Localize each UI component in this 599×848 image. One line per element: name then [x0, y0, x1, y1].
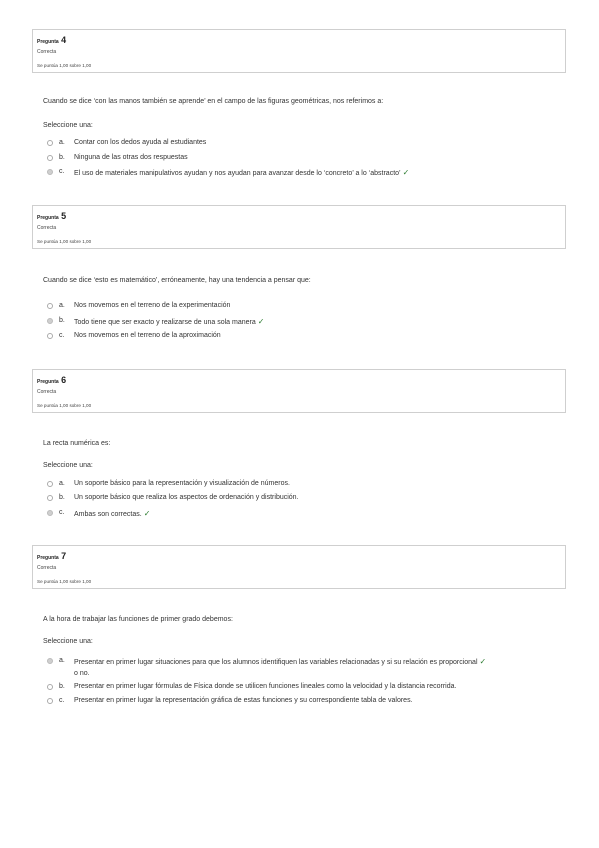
- question-6-prompt: Seleccione una:: [43, 462, 93, 469]
- radio-button-selected[interactable]: [47, 318, 53, 324]
- radio-button-selected[interactable]: [47, 169, 53, 175]
- question-5-text: Cuando se dice ‘esto es matemático’, erróneamente, hay una tendencia a pensar que:: [43, 277, 311, 284]
- radio-button[interactable]: [47, 684, 53, 690]
- radio-button[interactable]: [47, 481, 53, 487]
- check-icon: ✓: [479, 657, 487, 666]
- radio-button[interactable]: [47, 495, 53, 501]
- question-7-prompt: Seleccione una:: [43, 638, 93, 645]
- question-number: 4: [61, 35, 67, 45]
- check-icon: ✓: [143, 509, 151, 518]
- question-grade: Se puntúa 1,00 sobre 1,00: [37, 403, 92, 408]
- question-4-info: [32, 29, 566, 73]
- question-state: Correcta: [37, 225, 57, 231]
- radio-button[interactable]: [47, 155, 53, 161]
- question-title: Pregunta 6: [37, 375, 67, 385]
- question-state: Correcta: [37, 565, 57, 571]
- question-7-option-a-continuation: o no.: [74, 670, 90, 677]
- question-7-text: A la hora de trabajar las funciones de primer grado debemos:: [43, 616, 233, 623]
- question-7-info: [32, 545, 566, 589]
- question-6-text: La recta numérica es:: [43, 440, 111, 447]
- check-icon: ✓: [257, 317, 265, 326]
- question-number: 6: [61, 375, 67, 385]
- question-state: Correcta: [37, 389, 57, 395]
- radio-button[interactable]: [47, 140, 53, 146]
- radio-button[interactable]: [47, 333, 53, 339]
- question-grade: Se puntúa 1,00 sobre 1,00: [37, 579, 92, 584]
- question-grade: Se puntúa 1,00 sobre 1,00: [37, 239, 92, 244]
- radio-button-selected[interactable]: [47, 510, 53, 516]
- radio-button[interactable]: [47, 698, 53, 704]
- radio-button-selected[interactable]: [47, 658, 53, 664]
- check-icon: ✓: [402, 168, 410, 177]
- question-title: Pregunta 5: [37, 211, 67, 221]
- question-state: Correcta: [37, 49, 57, 55]
- question-grade: Se puntúa 1,00 sobre 1,00: [37, 63, 92, 68]
- question-4-text: Cuando se dice ‘con las manos también se aprende’ en el campo de las figuras geométricas, nos referimos a:: [43, 98, 384, 105]
- question-5-info: [32, 205, 566, 249]
- radio-button[interactable]: [47, 303, 53, 309]
- question-number: 7: [61, 551, 67, 561]
- question-title: Pregunta 4: [37, 35, 67, 45]
- question-4-prompt: Seleccione una:: [43, 122, 93, 129]
- question-title: Pregunta 7: [37, 551, 67, 561]
- question-6-info: [32, 369, 566, 413]
- question-number: 5: [61, 211, 67, 221]
